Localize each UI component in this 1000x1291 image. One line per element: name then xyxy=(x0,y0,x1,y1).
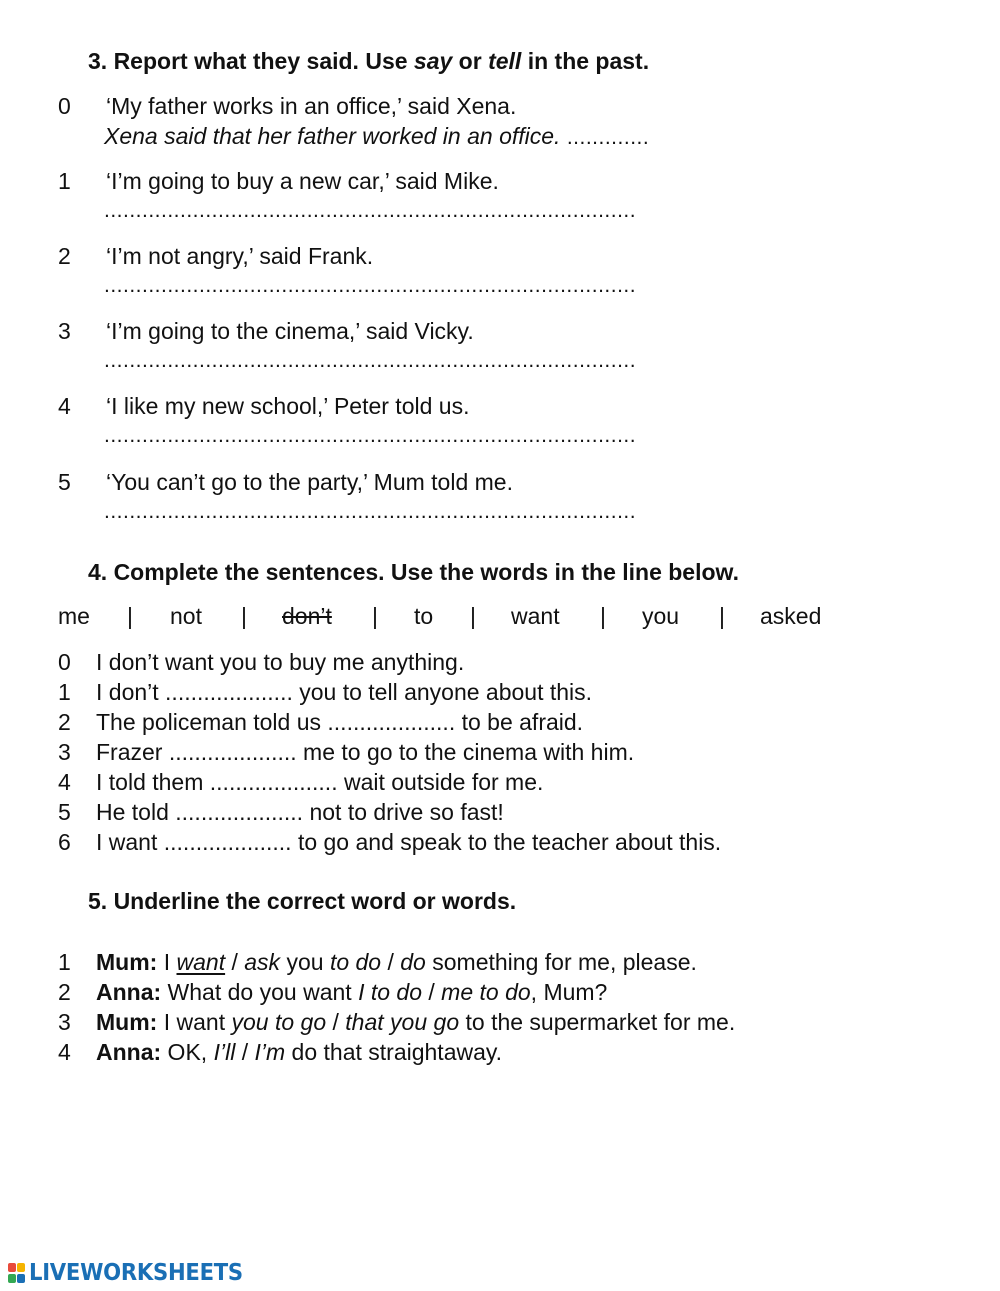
item-number: 1 xyxy=(58,168,71,194)
quote-text: ‘You can’t go to the party,’ Mum told me. xyxy=(106,469,513,495)
quote-text: ‘I’m not angry,’ said Frank. xyxy=(106,243,374,269)
option-i-to-do[interactable]: I to do xyxy=(358,979,422,1005)
option-that-you-go[interactable]: that you go xyxy=(345,1009,460,1035)
answer-blank[interactable]: .................................................................................... xyxy=(104,424,637,447)
liveworksheets-logo xyxy=(8,1259,261,1287)
answer-blank[interactable]: .................................................................................... xyxy=(104,274,637,297)
option-ill[interactable]: I’ll xyxy=(213,1039,236,1065)
option-do[interactable]: do xyxy=(400,949,426,975)
example-answer: Xena said that her father worked in an office. ............. xyxy=(104,123,650,149)
sentence[interactable]: I want .................... to go and speak to the teacher about this. xyxy=(96,829,722,855)
word-bank-you: you xyxy=(642,603,680,629)
option-want[interactable]: want xyxy=(176,949,226,975)
sentence[interactable]: Frazer .................... me to go to the cinema with him. xyxy=(96,739,635,765)
quote-text: ‘I’m going to buy a new car,’ said Mike. xyxy=(106,168,499,194)
item-number: 0 xyxy=(58,649,71,675)
item-number: 6 xyxy=(58,829,71,855)
item-number: 3 xyxy=(58,739,71,765)
item-number: 3 xyxy=(58,318,71,344)
word-bank-not: not xyxy=(170,603,202,629)
word-separator: | xyxy=(719,603,725,629)
word-bank-want: want xyxy=(511,603,560,629)
item-number: 3 xyxy=(58,1009,71,1035)
liveworksheets-mark-icon xyxy=(8,1261,26,1285)
word-bank-to: to xyxy=(414,603,434,629)
item-number: 4 xyxy=(58,1039,71,1065)
answer-blank[interactable]: .................................................................................... xyxy=(104,199,637,222)
word-bank-me: me xyxy=(58,603,90,629)
option-im[interactable]: I’m xyxy=(254,1039,286,1065)
option-ask[interactable]: ask xyxy=(244,949,281,975)
item-number: 2 xyxy=(58,979,71,1005)
option-to-do[interactable]: to do xyxy=(329,949,382,975)
item-number: 4 xyxy=(58,769,71,795)
option-me-to-do[interactable]: me to do xyxy=(441,979,531,1005)
quote-text: ‘My father works in an office,’ said Xena. xyxy=(106,93,517,119)
sentence[interactable]: The policeman told us .................... to be afraid. xyxy=(96,709,584,735)
item-number: 2 xyxy=(58,709,71,735)
answer-blank[interactable]: .................................................................................... xyxy=(104,500,637,523)
sentence: I don’t want you to buy me anything. xyxy=(96,649,465,675)
item-number: 4 xyxy=(58,393,71,419)
word-bank-dont-crossed: don’t xyxy=(282,603,332,629)
dialogue-line: Anna: What do you want I to do / me to do, Mum? xyxy=(96,979,608,1005)
quote-text: ‘I’m going to the cinema,’ said Vicky. xyxy=(106,318,474,344)
section-3-heading: 3. Report what they said. Use say or tell in the past. xyxy=(88,48,650,74)
section-5-heading: 5. Underline the correct word or words. xyxy=(88,888,517,914)
sentence[interactable]: He told .................... not to drive so fast! xyxy=(96,799,504,825)
section-4-heading: 4. Complete the sentences. Use the words in the line below. xyxy=(88,559,739,585)
sentence[interactable]: I don’t .................... you to tell anyone about this. xyxy=(96,679,593,705)
dialogue-line: Anna: OK, I’ll / I’m do that straightaway. xyxy=(96,1039,503,1065)
dialogue-line: Mum: I want / ask you to do / do something for me, please. xyxy=(96,949,697,975)
item-number: 5 xyxy=(58,469,71,495)
word-separator: | xyxy=(470,603,476,629)
word-separator: | xyxy=(241,603,247,629)
item-number: 0 xyxy=(58,93,71,119)
item-number: 1 xyxy=(58,949,71,975)
answer-blank[interactable]: .................................................................................... xyxy=(104,349,637,372)
option-you-to-go[interactable]: you to go xyxy=(231,1009,327,1035)
word-bank-asked: asked xyxy=(760,603,822,629)
word-separator: | xyxy=(372,603,378,629)
item-number: 2 xyxy=(58,243,71,269)
word-separator: | xyxy=(600,603,606,629)
quote-text: ‘I like my new school,’ Peter told us. xyxy=(106,393,470,419)
brand-text: LIVEWORKSHEETS xyxy=(29,1260,243,1286)
dialogue-line: Mum: I want you to go / that you go to the supermarket for me. xyxy=(96,1009,736,1035)
item-number: 1 xyxy=(58,679,71,705)
sentence[interactable]: I told them .................... wait outside for me. xyxy=(96,769,544,795)
word-separator: | xyxy=(127,603,133,629)
item-number: 5 xyxy=(58,799,71,825)
